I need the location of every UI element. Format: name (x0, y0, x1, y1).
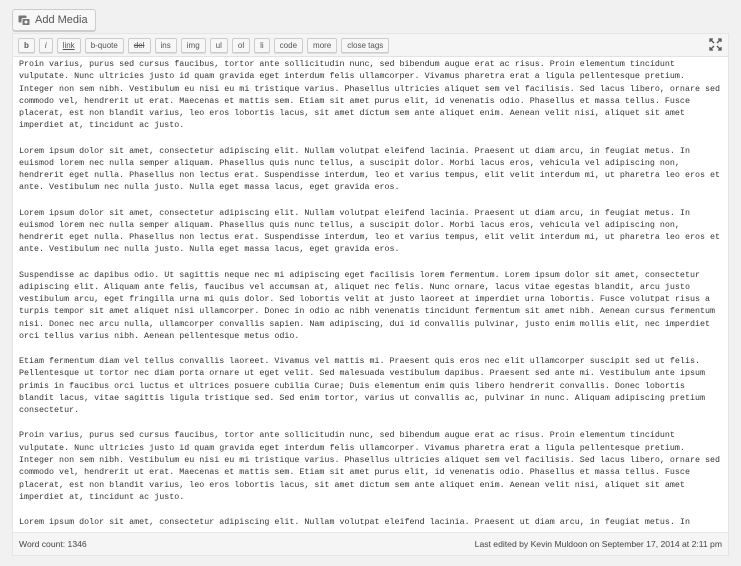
paragraph: Etiam fermentum diam vel tellus convallis laoreet. Vivamus vel mattis mi. Praesent quis eros nec elit ullamcorper suscipit sed ut felis. Pellentesque ut tortor nec diam porta ornare ut eget velit. Sed malesuada vestibulum dapibus. Praesent sed ante mi. Vestibulum ante ipsum primis in faucibus orci luctus et ultrices posuere cubilia Curae; Duis elementum enim quis libero hendrerit convallis. Donec lobortis blandit lacus, vitae sagittis ligula tristique sed. Sed enim tortor, varius ut convallis ac, pulvinar in nunc. Aliquam adipiscing pretium consectetur. (19, 356, 705, 416)
quicktags-toolbar (13, 34, 728, 57)
bold-button[interactable]: b (18, 38, 35, 53)
ol-button[interactable]: ol (232, 38, 250, 53)
paragraph: Lorem ipsum dolor sit amet, consectetur adipiscing elit. Nullam volutpat eleifend lacinia. Praesent ut diam arcu, in feugiat metus. In euismod lorem nec nulla semper aliquam. Phasellus quis nunc tellus, a suscipit dolor. Morbi lacus eros, vehicula vel adipiscing non, hendrerit eget nulla. Phasellus non lectus erat. Suspendisse interdum, leo et varius tempus, elit velit interdum mi, ut pharetra leo eros et ante. Vestibulum nec nulla justo. Nulla eget massa lacus, eget gravida eros. (19, 207, 720, 255)
paragraph: Proin varius, purus sed cursus faucibus, tortor ante sollicitudin nunc, sed bibendum augue erat ac risus. Proin elementum tincidunt vulputate. Nunc ultricies justo id quam gravida eget interdum felis ullamcorper. Vivamus pharetra erat a ligula pellentesque pretium. Integer non sem nibh. Vestibulum eu nisi eu mi tristique varius. Phasellus ultricies aliquet sem vel facilisis. Sed lacus libero, ornare sed commodo vel, hendrerit ut erat. Maecenas et mattis sem. Etiam sit amet purus elit, id venenatis odio. Phasellus et massa tellus. Fusce placerat, est non blandit varius, leo eros lobortis lacus, sit amet dictum sem ante aliquet enim. Aenean velit nisi, aliquet sit amet imperdiet at, tincidunt ac justo. (19, 59, 720, 131)
status-bar (13, 532, 728, 555)
ins-button[interactable]: ins (155, 38, 177, 53)
link-button[interactable]: link (57, 38, 81, 53)
paragraph: Lorem ipsum dolor sit amet, consectetur adipiscing elit. Nullam volutpat eleifend lacinia. Praesent ut diam arcu, in feugiat metus. In (19, 516, 690, 527)
fullscreen-icon[interactable] (709, 38, 722, 56)
code-button[interactable]: code (274, 38, 303, 53)
text-editor (12, 33, 729, 556)
add-media-label: Add Media (35, 14, 88, 26)
italic-button[interactable]: i (39, 38, 53, 53)
paragraph: Proin varius, purus sed cursus faucibus, tortor ante sollicitudin nunc, sed bibendum augue erat ac risus. Proin elementum tincidunt vulputate. Nunc ultricies justo id quam gravida eget interdum felis ullamcorper. Vivamus pharetra erat a ligula pellentesque pretium. Integer non sem nibh. Vestibulum eu nisi eu mi tristique varius. Phasellus ultricies aliquet sem vel facilisis. Sed lacus libero, ornare sed commodo vel, hendrerit ut erat. Maecenas et mattis sem. Etiam sit amet purus elit, id venenatis odio. Phasellus et massa tellus. Fusce placerat, est non blandit varius, leo eros lobortis lacus, sit amet dictum sem ante aliquet enim. Aenean velit nisi, aliquet sit amet imperdiet at, tincidunt ac justo. (19, 430, 720, 502)
last-edited: Last edited by Kevin Muldoon on September 17, 2014 at 2:11 pm (474, 539, 722, 549)
blockquote-button[interactable]: b-quote (85, 38, 124, 53)
del-button[interactable]: del (128, 38, 151, 53)
paragraph: Lorem ipsum dolor sit amet, consectetur adipiscing elit. Nullam volutpat eleifend lacinia. Praesent ut diam arcu, in feugiat metus. In euismod lorem nec nulla semper aliquam. Phasellus quis nunc tellus, a suscipit dolor. Morbi lacus eros, vehicula vel adipiscing non, hendrerit eget nulla. Phasellus non lectus erat. Suspendisse interdum, leo et varius tempus, elit velit interdum mi, ut pharetra leo eros et ante. Vestibulum nec nulla justo. Nulla eget massa lacus, eget gravida eros. (19, 145, 720, 193)
li-button[interactable]: li (254, 38, 270, 53)
close-tags-button[interactable]: close tags (341, 38, 389, 53)
media-icon (18, 14, 31, 27)
content-textarea[interactable] (19, 58, 723, 530)
word-count: Word count: 1346 (19, 539, 87, 549)
img-button[interactable]: img (181, 38, 206, 53)
ul-button[interactable]: ul (210, 38, 228, 53)
add-media-button[interactable] (12, 9, 96, 31)
paragraph: Suspendisse ac dapibus odio. Ut sagittis neque nec mi adipiscing eget facilisis lorem fermentum. Lorem ipsum dolor sit amet, consectetur adipiscing elit. Aliquam ante felis, faucibus vel accumsan at, aliquet nec felis. Nunc ornare, lacus vitae egestas blandit, arcu justo vestibulum arcu, eget fringilla urna mi quis dolor. Sed lobortis velit at justo laoreet at imperdiet urna lobortis. Fusce volutpat risus a turpis tempor sit amet aliquet nisi ullamcorper. Donec in odio ac nibh venenatis tincidunt fermentum sit amet nibh. Aenean cursus fermentum nisi. Donec nec arcu nulla, ullamcorper convallis sapien. Nam adipiscing, dui id convallis pulvinar, justo enim mollis elit, nec imperdiet orci tellus varius nibh. Aenean pellentesque metus odio. (19, 269, 715, 342)
more-button[interactable]: more (307, 38, 337, 53)
